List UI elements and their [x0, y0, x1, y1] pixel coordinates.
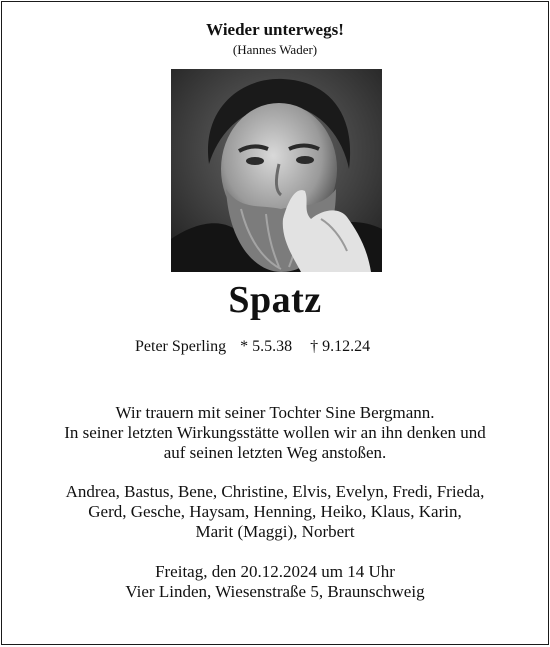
message-line: auf seinen letzten Weg anstoßen.: [163, 443, 387, 462]
mourners-list: [2, 482, 548, 542]
event-details: [2, 562, 548, 602]
mourners-line: Marit (Maggi), Norbert: [195, 522, 355, 541]
mourners-line: Gerd, Gesche, Haysam, Henning, Heiko, Klaus, Karin,: [88, 502, 462, 521]
motto-title: Wieder unterwegs!: [206, 20, 344, 39]
deceased-nickname: Spatz: [228, 279, 322, 321]
event-location: Vier Linden, Wiesenstraße 5, Braunschweig: [125, 582, 425, 601]
mourning-message: [2, 403, 548, 463]
life-dates: [135, 338, 370, 356]
portrait-photo: [171, 69, 382, 272]
obituary-card: [1, 1, 549, 645]
motto-author: (Hannes Wader): [232, 42, 318, 57]
birth-date: * 5.5.38: [240, 338, 293, 355]
message-line: Wir trauern mit seiner Tochter Sine Bergmann.: [115, 403, 435, 422]
message-line: In seiner letzten Wirkungsstätte wollen wir an ihn denken und: [64, 423, 486, 442]
event-date: Freitag, den 20.12.2024 um 14 Uhr: [155, 562, 395, 581]
mourners-line: Andrea, Bastus, Bene, Christine, Elvis, Evelyn, Fredi, Frieda,: [65, 482, 485, 501]
death-date: † 9.12.24: [310, 338, 371, 355]
full-name: Peter Sperling: [135, 338, 227, 355]
